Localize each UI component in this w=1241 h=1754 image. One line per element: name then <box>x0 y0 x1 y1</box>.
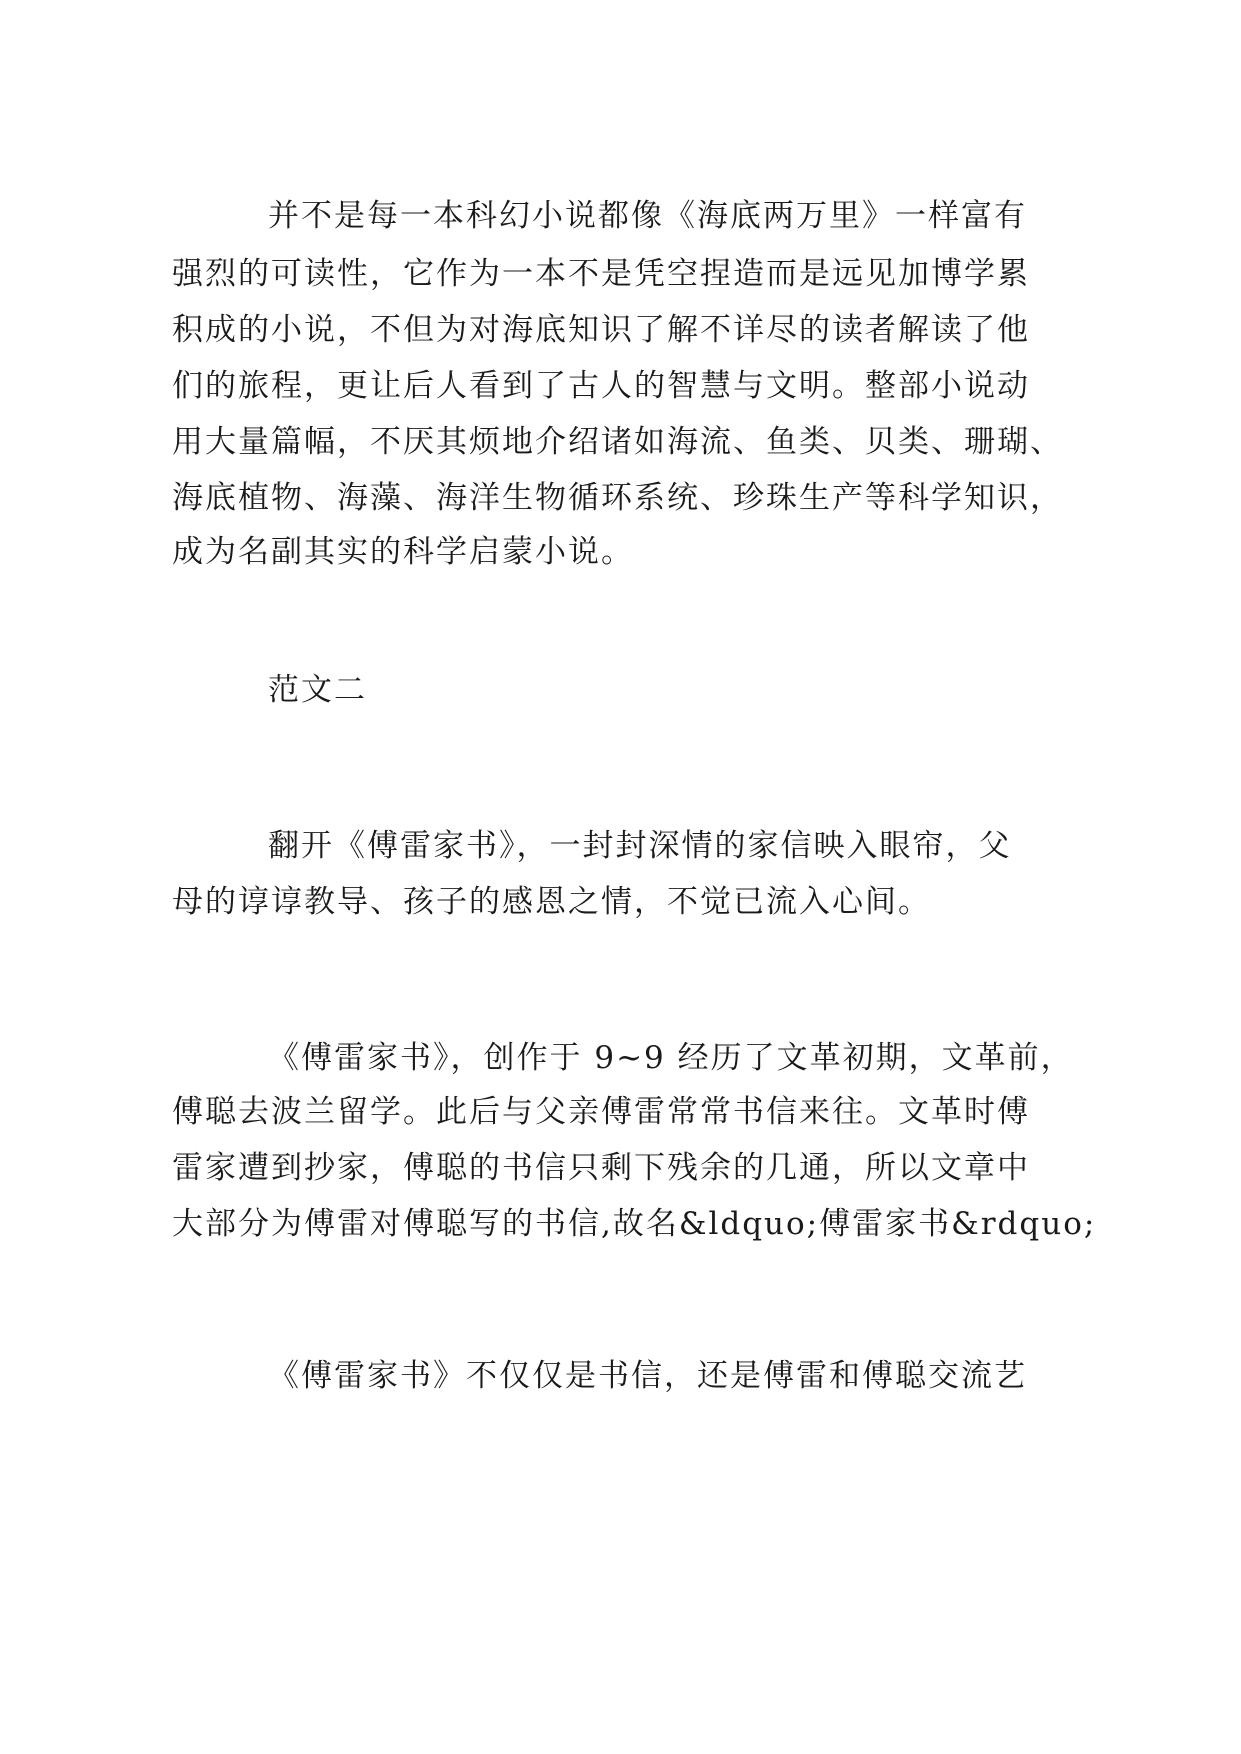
paragraph-2-line-1: 翻开《傅雷家书》，一封封深情的家信映入眼帘，父 <box>268 828 1012 864</box>
section-heading: 范文二 <box>268 672 367 708</box>
paragraph-4-line-1: 《傅雷家书》不仅仅是书信，还是傅雷和傅聪交流艺 <box>268 1358 1027 1394</box>
paragraph-1-line-3: 积成的小说，不但为对海底知识了解不详尽的读者解读了他 <box>172 312 1030 348</box>
paragraph-1-line-5: 用大量篇幅，不厌其烦地介绍诸如海流、鱼类、贝类、珊瑚、 <box>172 424 1063 460</box>
paragraph-1-line-4: 们的旅程，更让后人看到了古人的智慧与文明。整部小说动 <box>172 368 1030 404</box>
paragraph-1-line-7: 成为名副其实的科学启蒙小说。 <box>172 534 634 570</box>
paragraph-3-line-2: 傅聪去波兰留学。此后与父亲傅雷常常书信来往。文革时傅 <box>172 1094 1030 1130</box>
paragraph-3-line-3: 雷家遭到抄家，傅聪的书信只剩下残余的几通，所以文章中 <box>172 1150 1030 1186</box>
paragraph-2-line-2: 母的谆谆教导、孩子的感恩之情，不觉已流入心间。 <box>172 884 931 920</box>
paragraph-1-line-2: 强烈的可读性，它作为一本不是凭空捏造而是远见加博学累 <box>172 256 1030 292</box>
paragraph-1-line-1: 并不是每一本科幻小说都像《海底两万里》一样富有 <box>268 198 1027 234</box>
paragraph-1-line-6: 海底植物、海藻、海洋生物循环系统、珍珠生产等科学知识， <box>172 480 1063 516</box>
paragraph-3-line-1: 《傅雷家书》，创作于 9~9 经历了文革初期，文革前， <box>268 1040 1074 1076</box>
paragraph-3-line-4: 大部分为傅雷对傅聪写的书信,故名&ldquo;傅雷家书&rdquo; <box>172 1206 1097 1242</box>
